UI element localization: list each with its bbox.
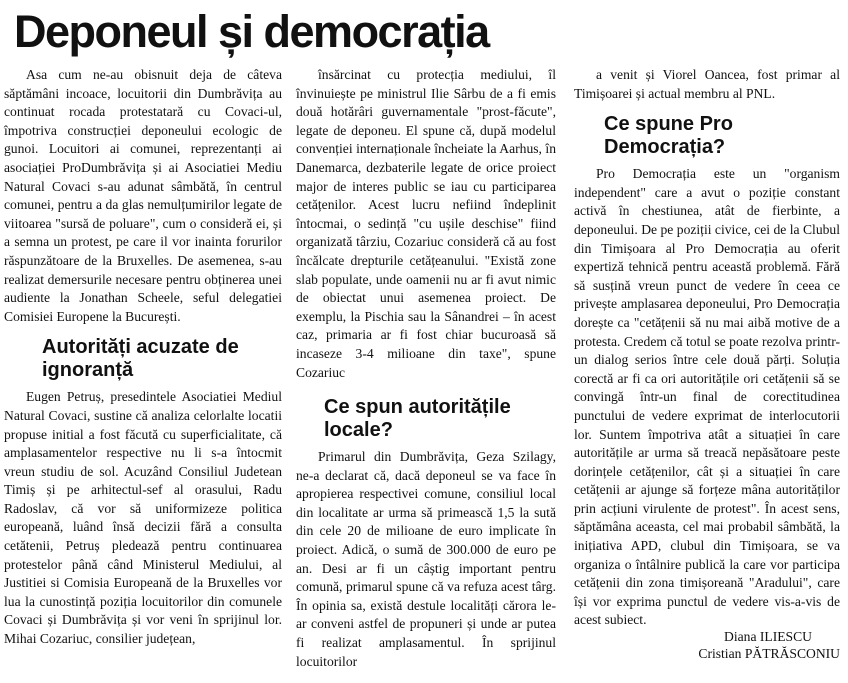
author-name: Diana ILIESCU: [724, 629, 812, 644]
paragraph: a venit și Viorel Oancea, fost primar al Timișoarei și actual membru al PNL.: [574, 67, 840, 101]
paragraph: Primarul din Dumbrăvița, Geza Szilagy, ne-a declarat că, dacă deponeul se va face în apropierea respectivei comune, consiliul local din localitate ar urma să primească 1,5 la sută din cele 20 de milioane de euro implicate în proiect. Adică, o sumă de 300.000 de euro pe an. Desi ar fi un câștig important pentru comună, primarul spune că va refuza acest târg. În opinia sa, există destule localități cărora le-ar conveni astfel de propuneri și unde ar putea fi realizat amplasamentul. În sprijinul locuitorilor: [296, 449, 556, 669]
subheading: Ce spun autoritățile locale?: [324, 396, 511, 442]
byline: [574, 628, 840, 662]
column-2: [296, 66, 556, 671]
subheading: Ce spune Pro Democrația?: [604, 113, 733, 159]
paragraph: Pro Democrația este un "organism independent" care a avut o poziție constant activă în chestiunea, atât de fierbinte, a deponeului. De pe poziții civice, cei de la Clubul din Timișoara al Pro Democrația au oferit expertiză tehnică pentru această problemă. Fără să susțină vreun punct de vedere în ceea ce privește amplasarea deponeului, Pro Democrația dorește ca "cetățenii să nu mai aibă motive de a protesta. Credem că totul se poate rezolva printr-un dialog serios între cele două părți. Soluția corectă ar fi ca ori autoritățile ori cetățenii să se convingă într-un final de corectitudinea punctului de vedere exprimat de interlocutorii lor. Suntem împotriva atât a situației în care autoritățile ar urma să treacă nepăsătoare peste dorințele cetățenilor, cât și a situației în care cetățenii ar ajunge să forțeze mâna autorităților prin acțiuni virulente de protest". În acest sens, săptămâna aceasta, cel mai probabil sâmbătă, la inițiativa APD, clubul din Timișoara, se va organiza o întâlnire publică la care vor participa cetățenii din zona timișoreană "Aradului", care își vor exprima punctul de vedere vis-a-vis de acest subiect.: [574, 166, 840, 628]
paragraph: Eugen Petruș, presedintele Asociatiei Mediul Natural Covaci, sustine că analiza celorlalte locatii propuse initial a fost făcută cu superficialitate, că amplasamentelor respective nu li s-a întocmit vreun studiu de sol. Acuzând Consiliul Judetean Timiș și pe arhitectul-sef al orasului, Radu Radoslav, că vor să uniformizeze politica europeană, luând însă decizii fără a consulta cetătenii, Petruș pledează pentru continuarea protestelor până când Ministerul Mediului, al Justitiei si Comisia Europeană de la Bruxelles vor lua la cunostință poziția locuitorilor din comunele Covaci și Dumbrăvița și vor veni în sprijinul lor. Mihai Cozariuc, consilier județean,: [4, 389, 282, 647]
paragraph: însărcinat cu protecția mediului, îl învinuiește pe ministrul Ilie Sârbu de a fi emis două hotărâri guvernamentale "prost-făcute", legate de deponeu. El spune că, după modelul convenției internaționale încheiate la Aarhus, în Danemarca, dezbaterile legate de orice proiect major de interes public se iau cu participarea cetățenilor. Acest lucru nefiind îndeplinit întocmai, o sedință "cu ușile deschise" fiind organizată târziu, Cozariuc consideră că au fost încălcate drepturile cetățeanului. "Există zone slab populate, unde oamenii nu ar fi avut nimic de obiectat unui asemenea proiect. De exemplu, la Pischia sau la Sânandrei – în acest caz, primaria ar fi fost chiar bucuroasă să incaseze 3-4 milioane din taxe", spune Cozariuc: [296, 67, 556, 380]
subheading: Autorități acuzate de ignoranță: [42, 336, 239, 382]
column-1: [4, 66, 282, 649]
column-3: [574, 66, 840, 630]
paragraph: Asa cum ne-au obisnuit deja de câteva săptămâni incoace, locuitorii din Dumbrăvița au continuat rocada protestatară cu Covaci-ul, împotriva construcției deponeului ecologic de gunoi. Locuitori ai comunei, reprezentanți ai asociației ProDumbrăvița și ai Asociatiei Mediu Natural Covaci s-au adunat sâmbătă, în centrul comunei, pentru a da glas nemulțumirilor legate de viitoarea "sursă de poluare", cum o consideră ei, și a semna un protest, pe care il vor inainta forurilor răspunzătoare de la Bruxelles. De asemenea, s-au realizat demersurile necesare pentru obținerea unei audiente la Jonathan Scheele, seful delegatiei Comisiei Europene la București.: [4, 67, 282, 324]
headline: Deponeul și democrația: [14, 6, 489, 57]
author-name: Cristian PĂTRĂSCONIU: [698, 646, 840, 661]
